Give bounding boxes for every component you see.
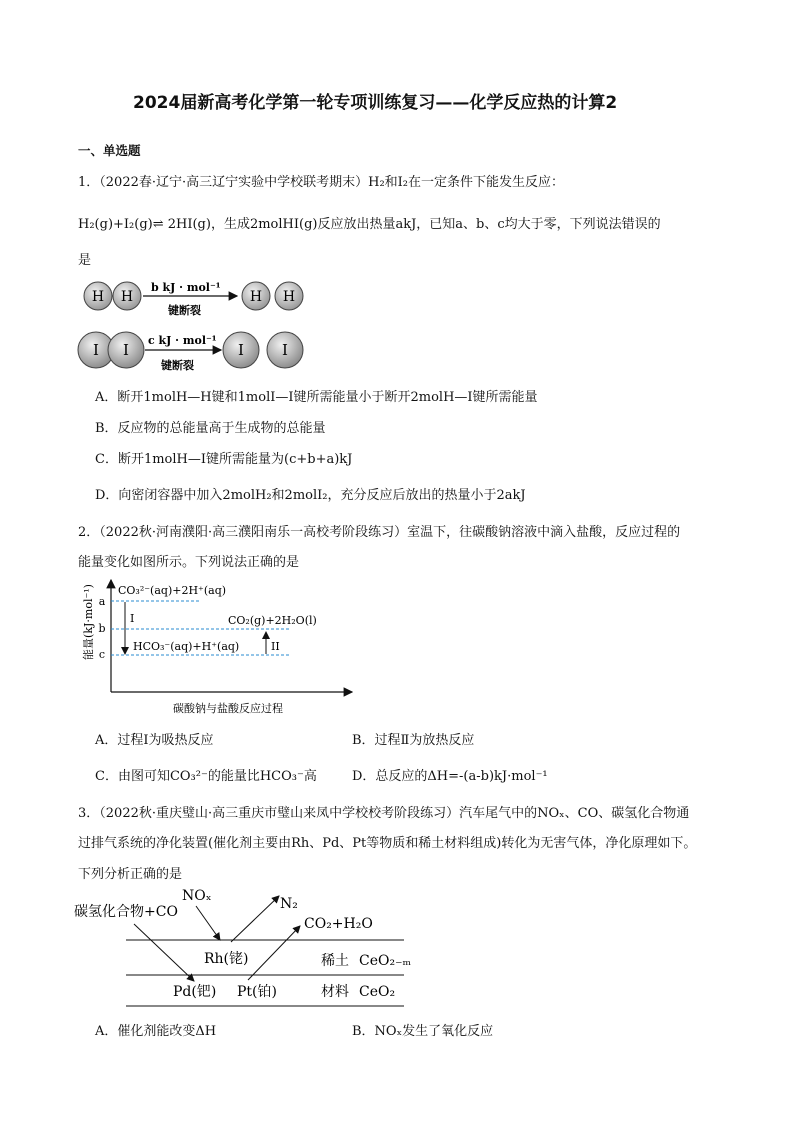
intermediate-label: HCO₃⁻(aq)+H⁺(aq) [133, 640, 240, 653]
step-2-label: II [271, 640, 280, 653]
step-1-label: I [130, 612, 135, 625]
rh-label: Rh(铑) [204, 951, 249, 967]
products-label: CO₂(g)+2H₂O(l) [228, 614, 317, 627]
page-title: 2024届新高考化学第一轮专项训练复习——化学反应热的计算2 [133, 93, 618, 113]
n2-arrow [231, 896, 279, 942]
q2-stem-line1: 2．（2022秋·河南濮阳·高三濮阳南乐一高校考阶段练习）室温下，往碳酸钠溶液中滴入盐酸，反应过程的 [78, 525, 681, 540]
ceo2m-label: CeO₂₋ₘ [359, 953, 412, 969]
q2-x-axis-label: 碳酸钠与盐酸反应过程 [173, 702, 283, 715]
q2-option-c[interactable]: C．由图可知CO₃²⁻的能量比HCO₃⁻高 [95, 769, 317, 784]
q1-option-d[interactable]: D．向密闭容器中加入2molH₂和2molI₂，充分反应后放出的热量小于2akJ [95, 488, 526, 503]
q2-stem-line2: 能量变化如图所示。下列说法正确的是 [78, 555, 300, 570]
section-heading: 一、单选题 [78, 143, 141, 158]
products-arrow [248, 926, 300, 980]
level-c-label: c [98, 648, 106, 661]
h-break-label: 键断裂 [168, 304, 201, 317]
q2-y-axis-label: 能量(kJ·mol⁻¹) [82, 584, 95, 660]
h-atom-label: H [249, 289, 263, 305]
q3-stem-line1: 3．（2022秋·重庆璧山·高三重庆市璧山来凤中学校校考阶段练习）汽车尾气中的NOₓ、CO、碳氢化合物通 [78, 806, 690, 821]
h2-molecule [84, 282, 141, 310]
i-atom-label: I [123, 341, 129, 359]
q1-stem-line2: H₂(g)+I₂(g)⇌ 2HI(g)，生成2molHI(g)反应放出热量akJ，已知a、b、c均大于零，下列说法错误的 [78, 217, 661, 232]
pt-label: Pt(铂) [237, 984, 277, 1000]
material-label: 材料 [321, 984, 349, 1000]
reactant-arrow [134, 924, 194, 981]
q3-option-a[interactable]: A．催化剂能改变ΔH [95, 1024, 217, 1039]
i2-molecule [78, 332, 144, 368]
products-label: CO₂+H₂O [304, 916, 373, 932]
i-atom-label: I [93, 341, 99, 359]
h-atom-label: H [91, 289, 105, 305]
pd-label: Pd(钯) [173, 984, 217, 1000]
q1-stem-line3: 是 [78, 253, 92, 268]
reactants-label: CO₃²⁻(aq)+2H⁺(aq) [118, 584, 227, 597]
q2-option-d[interactable]: D．总反应的ΔH=-(a-b)kJ·mol⁻¹ [352, 769, 548, 784]
level-b-label: b [98, 622, 106, 635]
rare-earth-label: 稀土 [321, 953, 349, 969]
q2-option-b[interactable]: B．过程Ⅱ为放热反应 [352, 733, 475, 748]
q3-catalyst-diagram [74, 880, 414, 1012]
i-atom-label: I [238, 341, 244, 359]
q1-option-c[interactable]: C．断开1molH—I键所需能量为(c+b+a)kJ [95, 452, 353, 467]
i-bond-energy: c kJ · mol⁻¹ [148, 334, 217, 347]
h-atom-label: H [120, 289, 134, 305]
level-a-label: a [98, 595, 106, 608]
h-atom-label: H [282, 289, 296, 305]
reactant-label: 碳氢化合物+CO [74, 904, 178, 920]
h-bond-energy: b kJ · mol⁻¹ [151, 281, 221, 294]
nox-arrow [196, 906, 220, 940]
q2-option-a[interactable]: A．过程Ⅰ为吸热反应 [95, 733, 214, 748]
n2-label: N₂ [280, 896, 298, 912]
q1-option-b[interactable]: B．反应物的总能量高于生成物的总能量 [95, 421, 326, 436]
q3-option-b[interactable]: B．NOₓ发生了氧化反应 [352, 1024, 494, 1039]
q1-stem-line1: 1．（2022春·辽宁·高三辽宁实验中学校联考期末）H₂和I₂在一定条件下能发生反应： [78, 175, 565, 190]
q1-option-a[interactable]: A．断开1molH—H键和1molI—I键所需能量小于断开2molH—I键所需能量 [95, 390, 538, 405]
ceo2-label: CeO₂ [359, 984, 396, 1000]
q1-bond-figure [75, 276, 315, 374]
q2-energy-diagram [78, 574, 360, 720]
q3-stem-line2: 过排气系统的净化装置(催化剂主要由Rh、Pd、Pt等物质和稀土材料组成)转化为无害气体，净化原理如下。 [78, 836, 697, 851]
i-break-label: 键断裂 [161, 359, 194, 372]
nox-label: NOₓ [182, 888, 212, 904]
i-atom-label: I [282, 341, 288, 359]
q3-stem-line3: 下列分析正确的是 [78, 867, 183, 882]
